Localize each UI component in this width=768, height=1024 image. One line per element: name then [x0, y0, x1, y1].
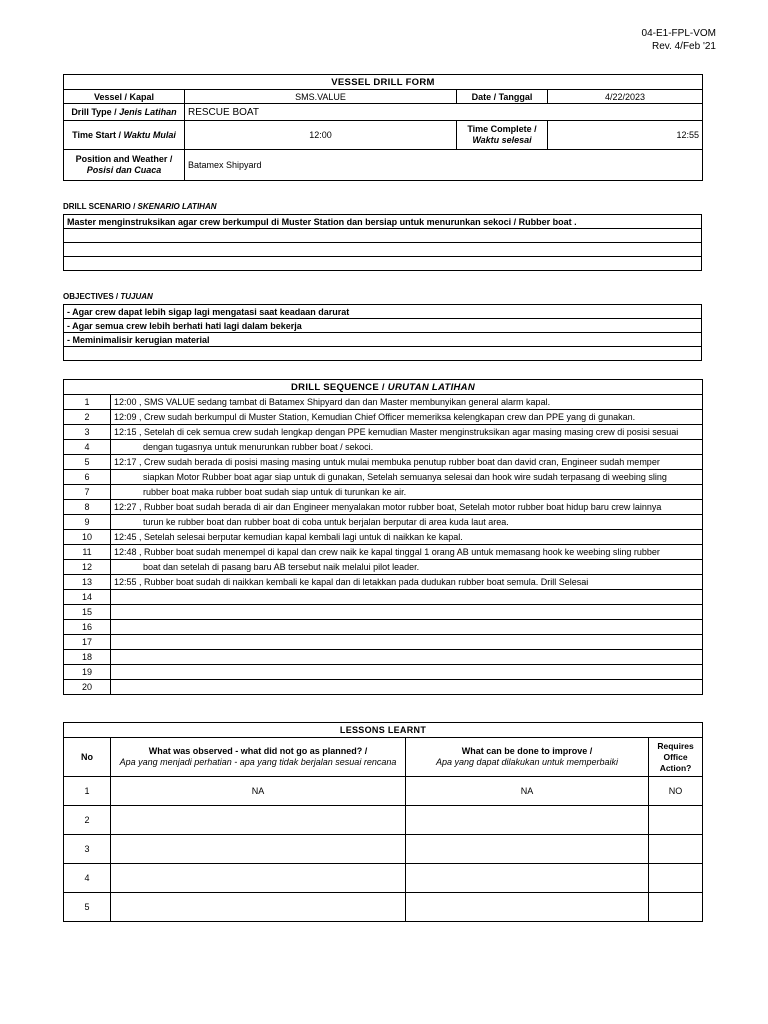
sequence-number: 16 — [64, 620, 111, 635]
sequence-row — [64, 650, 703, 665]
date-label: Date / Tanggal — [457, 90, 548, 104]
sequence-number: 17 — [64, 635, 111, 650]
lesson-improve — [406, 864, 649, 893]
lesson-number: 1 — [64, 777, 111, 806]
scenario-row — [64, 257, 702, 271]
sequence-text — [111, 650, 703, 665]
sequence-number: 7 — [64, 485, 111, 500]
lesson-office-action — [649, 893, 703, 922]
sequence-text: 12:45 , Setelah selesai berputar kemudian kapal kembali lagi untuk di naikkan ke kapal. — [111, 530, 703, 545]
lesson-number: 3 — [64, 835, 111, 864]
sequence-row — [64, 680, 703, 695]
lessons-row — [64, 835, 703, 864]
sequence-row — [64, 500, 703, 515]
sequence-number: 9 — [64, 515, 111, 530]
sequence-text — [111, 605, 703, 620]
sequence-row — [64, 470, 703, 485]
drill-sequence-title: DRILL SEQUENCE / URUTAN LATIHAN — [64, 380, 703, 395]
col-observed-header: What was observed - what did not go as planned? / Apa yang menjadi perhatian - apa yang tidak berjalan sesuai rencana — [111, 738, 406, 777]
objectives-label: OBJECTIVES / TUJUAN — [63, 292, 153, 301]
sequence-number: 18 — [64, 650, 111, 665]
sequence-row — [64, 635, 703, 650]
lesson-office-action — [649, 864, 703, 893]
scenario-label: DRILL SCENARIO / SKENARIO LATIHAN — [63, 202, 217, 211]
lesson-improve: NA — [406, 777, 649, 806]
sequence-row — [64, 455, 703, 470]
sequence-row — [64, 605, 703, 620]
lesson-number: 4 — [64, 864, 111, 893]
sequence-number: 14 — [64, 590, 111, 605]
sequence-row — [64, 440, 703, 455]
lesson-improve — [406, 893, 649, 922]
drill-type-value: RESCUE BOAT — [185, 104, 703, 121]
objective-row: - Agar crew dapat lebih sigap lagi mengatasi saat keadaan darurat — [64, 305, 702, 319]
sequence-text: 12:17 , Crew sudah berada di posisi masing masing untuk mulai membuka penutup rubber boat dan david cran, Engineer sudah memper — [111, 455, 703, 470]
lesson-observed — [111, 864, 406, 893]
sequence-text: 12:27 , Rubber boat sudah berada di air dan Engineer menyalakan motor rubber boat, Setelah motor rubber boat hidup baru crew lainnya — [111, 500, 703, 515]
sequence-number: 4 — [64, 440, 111, 455]
sequence-text: 12:09 , Crew sudah berkumpul di Muster Station, Kemudian Chief Officer memeriksa kelengkapan crew dan PPE yang di gunakan. — [111, 410, 703, 425]
sequence-row — [64, 410, 703, 425]
sequence-number: 19 — [64, 665, 111, 680]
position-value: Batamex Shipyard — [185, 150, 703, 181]
sequence-text: 12:48 , Rubber boat sudah menempel di kapal dan crew naik ke kapal tinggal 1 orang AB untuk memasang hook ke weebing sling rubber — [111, 545, 703, 560]
sequence-text: dengan tugasnya untuk menurunkan rubber boat / sekoci. — [111, 440, 703, 455]
scenario-row — [64, 243, 702, 257]
sequence-row — [64, 545, 703, 560]
lesson-number: 2 — [64, 806, 111, 835]
lessons-title: LESSONS LEARNT — [64, 723, 703, 738]
sequence-row — [64, 515, 703, 530]
lessons-row — [64, 806, 703, 835]
sequence-number: 15 — [64, 605, 111, 620]
col-improve-header: What can be done to improve / Apa yang dapat dilakukan untuk memperbaiki — [406, 738, 649, 777]
objective-row: - Meminimalisir kerugian material — [64, 333, 702, 347]
time-complete-value: 12:55 — [548, 121, 703, 150]
form-title: VESSEL DRILL FORM — [64, 75, 703, 90]
lessons-learnt-table — [63, 722, 703, 922]
col-action-header: Requires Office Action? — [649, 738, 703, 777]
sequence-text: 12:15 , Setelah di cek semua crew sudah lengkap dengan PPE kemudian Master menginstruksikan agar masing masing crew di posisi sesuai — [111, 425, 703, 440]
sequence-row — [64, 665, 703, 680]
time-complete-label: Time Complete / Waktu selesai — [457, 121, 548, 150]
sequence-text: 12:55 , Rubber boat sudah di naikkan kembali ke kapal dan di letakkan pada dudukan rubber boat semula. Drill Selesai — [111, 575, 703, 590]
drill-type-label: Drill Type / Jenis Latihan — [64, 104, 185, 121]
lesson-improve — [406, 806, 649, 835]
lesson-observed — [111, 893, 406, 922]
position-label: Position and Weather / Posisi dan Cuaca — [64, 150, 185, 181]
sequence-text — [111, 665, 703, 680]
sequence-number: 20 — [64, 680, 111, 695]
objective-row — [64, 347, 702, 361]
sequence-row — [64, 575, 703, 590]
sequence-text — [111, 590, 703, 605]
sequence-text: 12:00 , SMS VALUE sedang tambat di Batamex Shipyard dan dan Master membunyikan general alarm kapal. — [111, 395, 703, 410]
document-code — [516, 27, 716, 53]
objectives-table — [63, 304, 702, 361]
vessel-label: Vessel / Kapal — [64, 90, 185, 104]
sequence-number: 8 — [64, 500, 111, 515]
document-revision: Rev. 4/Feb '21 — [652, 41, 716, 52]
time-start-value: 12:00 — [185, 121, 457, 150]
sequence-row — [64, 395, 703, 410]
lesson-office-action: NO — [649, 777, 703, 806]
scenario-row: Master menginstruksikan agar crew berkumpul di Muster Station dan bersiap untuk menurunkan sekoci / Rubber boat . — [64, 215, 702, 229]
sequence-text — [111, 620, 703, 635]
sequence-row — [64, 560, 703, 575]
objective-row: - Agar semua crew lebih berhati hati lagi dalam bekerja — [64, 319, 702, 333]
sequence-row — [64, 590, 703, 605]
sequence-number: 2 — [64, 410, 111, 425]
sequence-number: 6 — [64, 470, 111, 485]
lesson-improve — [406, 835, 649, 864]
lesson-observed: NA — [111, 777, 406, 806]
sequence-number: 10 — [64, 530, 111, 545]
scenario-table — [63, 214, 702, 271]
time-start-label: Time Start / Waktu Mulai — [64, 121, 185, 150]
document-number: 04-E1-FPL-VOM — [641, 28, 716, 39]
lesson-observed — [111, 806, 406, 835]
sequence-text — [111, 680, 703, 695]
sequence-row — [64, 530, 703, 545]
sequence-number: 11 — [64, 545, 111, 560]
lesson-office-action — [649, 806, 703, 835]
lesson-office-action — [649, 835, 703, 864]
sequence-text: rubber boat maka rubber boat sudah siap untuk di turunkan ke air. — [111, 485, 703, 500]
sequence-number: 12 — [64, 560, 111, 575]
sequence-row — [64, 425, 703, 440]
col-no-header: No — [64, 738, 111, 777]
lessons-row — [64, 864, 703, 893]
sequence-number: 3 — [64, 425, 111, 440]
sequence-row — [64, 485, 703, 500]
sequence-text — [111, 635, 703, 650]
scenario-row — [64, 229, 702, 243]
sequence-text: turun ke rubber boat dan rubber boat di coba untuk berjalan berputar di area kuda laut area. — [111, 515, 703, 530]
sequence-row — [64, 620, 703, 635]
sequence-number: 13 — [64, 575, 111, 590]
lesson-observed — [111, 835, 406, 864]
sequence-text: boat dan setelah di pasang baru AB tersebut naik melalui pilot leader. — [111, 560, 703, 575]
sequence-number: 1 — [64, 395, 111, 410]
lesson-number: 5 — [64, 893, 111, 922]
date-value: 4/22/2023 — [548, 90, 703, 104]
lessons-row — [64, 777, 703, 806]
drill-sequence-table — [63, 379, 703, 695]
vessel-info-table — [63, 74, 703, 181]
sequence-number: 5 — [64, 455, 111, 470]
vessel-value: SMS.VALUE — [185, 90, 457, 104]
sequence-text: siapkan Motor Rubber boat agar siap untuk di gunakan, Setelah semuanya selesai dan hook wire sudah terpasang di weebing sling — [111, 470, 703, 485]
lessons-row — [64, 893, 703, 922]
